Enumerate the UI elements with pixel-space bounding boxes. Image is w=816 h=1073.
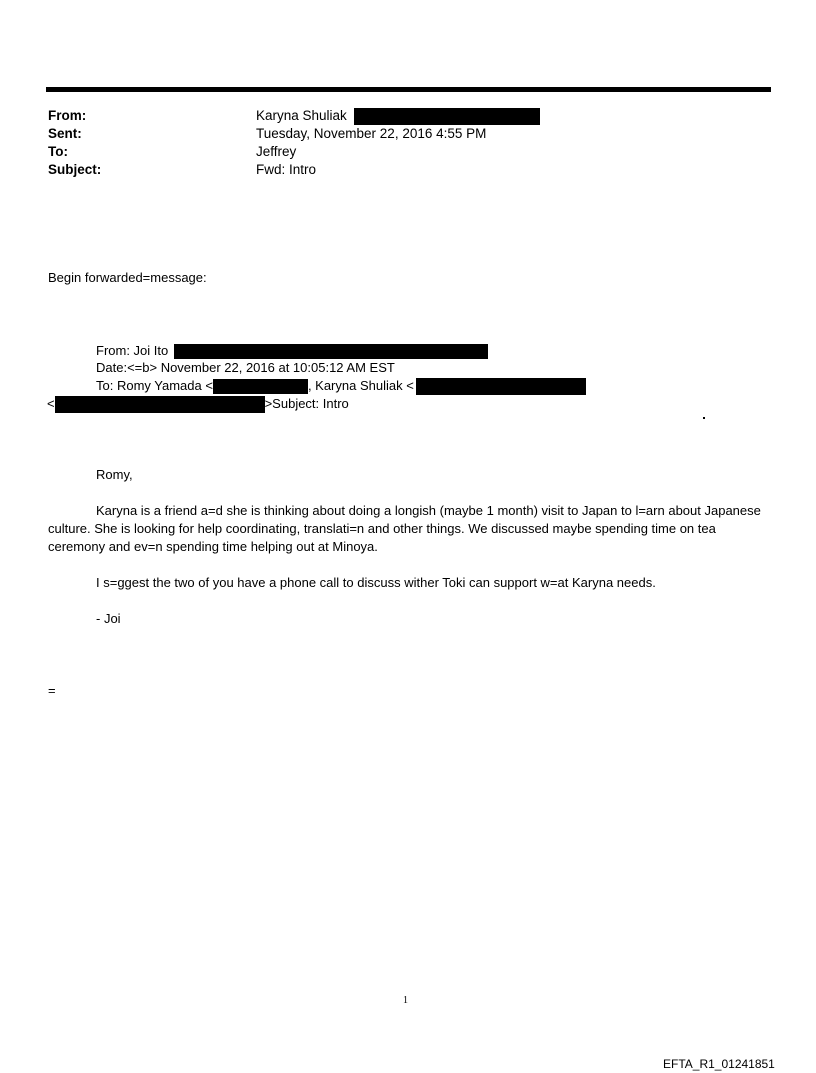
fwd-to-c: < (47, 396, 55, 411)
signoff: - Joi (96, 611, 121, 626)
fwd-to-line (96, 377, 586, 395)
from-value (256, 107, 540, 125)
sent-value: Tuesday, November 22, 2016 4:55 PM (256, 126, 487, 141)
redaction-box (354, 108, 540, 125)
subject-value: Fwd: Intro (256, 162, 317, 177)
salutation: Romy, (96, 467, 133, 482)
fwd-from-line (96, 342, 488, 360)
fwd-from: From: Joi Ito (96, 343, 169, 358)
paragraph-2: I s=ggest the two of you have a phone call to discuss wither Toki can support w=at Karyna needs. (96, 575, 656, 590)
fwd-subject-line (47, 395, 349, 413)
forward-intro: Begin forwarded=message: (48, 270, 207, 285)
fwd-to-a: To: Romy Yamada < (96, 378, 213, 393)
sent-label: Sent: (48, 126, 82, 141)
redaction-box (55, 396, 265, 413)
redaction-box (416, 378, 586, 395)
header-rule (46, 87, 771, 92)
document-id: EFTA_R1_01241851 (663, 1057, 775, 1071)
redaction-box (213, 379, 308, 394)
to-label: To: (48, 144, 68, 159)
page-number: 1 (403, 995, 408, 1006)
trailing-mark: = (48, 683, 56, 698)
fwd-date: Date:<=b> November 22, 2016 at 10:05:12 AM EST (96, 360, 395, 375)
fwd-subject: >Subject: Intro (264, 396, 349, 411)
redaction-box (174, 344, 488, 359)
from-name: Karyna Shuliak (256, 108, 347, 123)
from-label: From: (48, 108, 87, 123)
fwd-to-b: , Karyna Shuliak < (307, 378, 414, 393)
paragraph-1: Karyna is a friend a=d she is thinking about doing a longish (maybe 1 month) visit to Japan to l=arn about Japanese culture. She is looking for help coordinating, translati=n and other things. We discussed maybe spending time on tea ceremony and ev=n spending time helping out at Minoya. (48, 503, 761, 554)
stray-mark (703, 417, 705, 419)
subject-label: Subject: (48, 162, 102, 177)
to-value: Jeffrey (256, 144, 297, 159)
